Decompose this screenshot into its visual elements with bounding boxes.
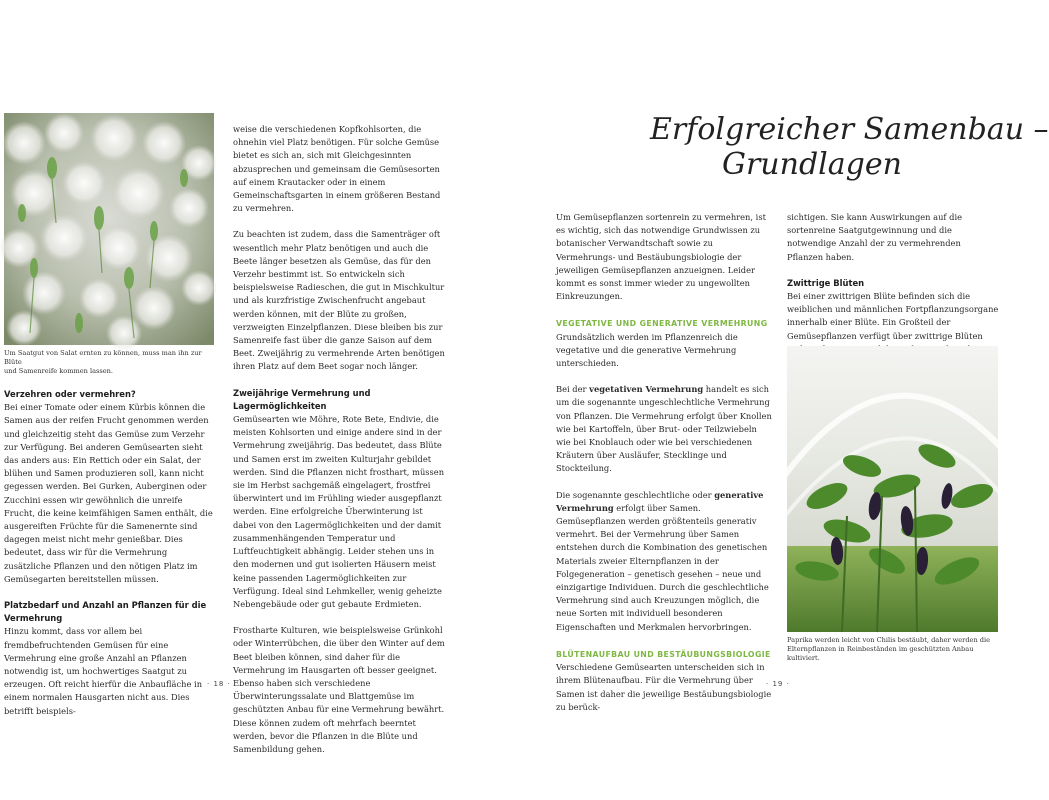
vegetativ-rest: handelt es sich um die sogenannte ungeschlechtliche Vermehrung von Pflanzen. Die Vermehrung erfolgt über Knollen wie bei Kartoffeln, über Brut- oder Teilzwiebeln wie bei Knoblauch oder wie bei verschiedenen Kräutern über Ausläufer, Stecklinge und Stockteilung. <box>556 384 772 474</box>
generativ-prefix: Die sogenannte geschlechtliche oder <box>556 489 715 500</box>
vegetativ-prefix: Bei der <box>556 384 590 395</box>
paragraph-vegetativ <box>556 383 772 475</box>
left-column-2 <box>233 123 447 769</box>
paragraph-generativ <box>556 489 772 634</box>
heading-zwittrige-blueten: Zwittrige Blüten <box>787 277 865 288</box>
heading-platzbedarf: Platzbedarf und Anzahl an Pflanzen für die Vermehrung <box>4 600 207 624</box>
paragraph-platzbedarf: Hinzu kommt, dass vor allem bei fremdbefruchtenden Gemüsen für eine Vermehrung eine große Anzahl an Pflanzen notwendig ist, um hochwertiges Saatgut zu erzeugen. Oft reicht hierfür die Anbaufläche in einem normalen Hausgarten nicht aus. Dies betrifft beispiels- <box>4 626 203 716</box>
page-title <box>650 112 1049 182</box>
page-number-right: · 19 · <box>766 680 790 688</box>
heading-vegetative-generative: VEGETATIVE UND GENERATIVE VERMEHRUNG <box>556 319 768 329</box>
heading-zweijaehrig: Zweijährige Vermehrung und Lagermöglichkeiten <box>233 387 371 411</box>
photo1-caption: Um Saatgut von Salat ernten zu können, muss man ihn zur Blüte und Samenreife kommen lassen. <box>4 349 202 375</box>
paprika-greenhouse-photo <box>787 346 998 632</box>
photo2-caption: Paprika werden leicht von Chilis bestäubt, daher werden die Elternpflanzen in Reinbeständen im geschützten Anbau kultiviert. <box>787 636 991 662</box>
right-column-1 <box>556 211 772 727</box>
lettuce-seedhead-photo <box>4 113 214 345</box>
generativ-term: generative Vermehrung <box>556 489 764 513</box>
paragraph-verzehren: Bei einer Tomate oder einem Kürbis können die Samen aus der reifen Frucht genommen werden und gleichzeitig steht das Gemüse zum Verzehr zur Verfügung. Bei anderen Gemüsearten sieht das anders aus: Ein Rettich oder ein Salat, der blühen und Samen produzieren soll, kann nicht gegessen werden. Bei Gurken, Auberginen oder Zucchini essen wir gewöhnlich die unreife Frucht, die keine keimfähigen Samen enthält, die ausgereiften Früchte für die Samenernte sind dagegen meist nicht mehr genießbar. Dies bedeutet, dass wir für die Vermehrung zusätzliche Pflanzen und den nötigen Platz im Gemüsegarten bereitstellen müssen. <box>4 402 213 584</box>
left-column-1 <box>4 388 216 731</box>
title-line-2: Grundlagen <box>722 147 902 182</box>
paragraph-kopfkohl: weise die verschiedenen Kopfkohlsorten, die ohnehin viel Platz benötigen. Für solche Gemüse bietet es sich an, sich mit Gleichgesinnten abzusprechen und gemeinsam die Gemüsesorten auf einem Krautacker oder in einem Gemeinschaftsgarten in einem größeren Bestand zu vermehren. <box>233 124 441 214</box>
generativ-rest: erfolgt über Samen. Gemüsepflanzen werden größtenteils generativ vermehrt. Bei der Vermehrung über Samen entstehen durch die Kombination des genetischen Materials zweier Elternpflanzen in der Folgegeneration – genetisch gesehen – neue und einzigartige Individuen. Durch die geschlechtliche Vermehrung sind auch Kreuzungen möglich, die neue Sorten mit individuell besonderen Eigenschaften und Merkmalen hervorbringen. <box>556 502 769 632</box>
paragraph-zwittrige-blueten: Bei einer zwittrigen Blüte befinden sich die weiblichen und männlichen Fortpflanzungsorgane innerhalb einer Blüte. Ein Großteil der Gemüsepflanzen verfügt über zwittrige Blüten <box>787 291 999 341</box>
page-number-left: · 18 · <box>207 680 231 688</box>
paragraph-grundsaetzlich: Grundsätzlich werden im Pflanzenreich die vegetative und die generative Vermehrung unterschieden. <box>556 331 738 369</box>
paragraph-samentraeger: Zu beachten ist zudem, dass die Samenträger oft wesentlich mehr Platz benötigen und auch die Beete länger besetzen als Gemüse, das für den Verzehr bestimmt ist. So entwickeln sich beispielsweise Radieschen, die gut in Mischkultur und als kurzfristige Zwischenfrucht angebaut werden können, mit der Blüte zu großen, verzweigten Einzelpflanzen. Diese bleiben bis zur Samenreife fast über die ganze Saison auf dem Beet. Zweijährig zu vermehrende Arten benötigen ihren Platz auf dem Beet sogar noch länger. <box>233 229 445 372</box>
paragraph-zweijaehrig: Gemüsearten wie Möhre, Rote Bete, Endivie, die meisten Kohlsorten und einige andere sind in der Vermehrung zweijährig. Das bedeutet, dass Blüte und Samen erst im zweiten Kulturjahr gebildet werden. Sind die Pflanzen nicht frosthart, müssen sie im Herbst sachgemäß eingelagert, frostfrei überwintert und im Frühling wieder ausgepflanzt werden. Eine erfolgreiche Überwinterung ist dabei von den Lagermöglichkeiten und der damit zusammenhängenden Temperatur und Luftfeuchtigkeit abhängig. Leider stehen uns in den modernen und gut isolierten Häusern meist keine passenden Lagermöglichkeiten zur Verfügung. Ideal sind Lehmkeller, wenig geheizte Nebengebäude oder gut gebaute Erdmieten. <box>233 414 445 609</box>
paragraph-saatgutgewinnung: sichtigen. Sie kann Auswirkungen auf die sortenreine Saatgutgewinnung und die notwendige Anzahl der zu vermehrenden Pflanzen haben. <box>787 212 963 262</box>
heading-verzehren: Verzehren oder vermehren? <box>4 389 136 399</box>
paragraph-frostharte: Frostharte Kulturen, wie beispielsweise Grünkohl oder Winterrübchen, die über den Winter auf dem Beet bleiben können, sind daher für die Vermehrung im Hausgarten oft besser geeignet. Ebenso haben sich verschiedene Überwinterungssalate und Blattgemüse im geschützten Anbau für eine Vermehrung bewährt. Diese können zudem oft mehrfach beerntet werden, bevor die Pflanzen in die Blüte und Samenbildung gehen. <box>233 625 445 754</box>
paragraph-bluetenaufbau: Verschiedene Gemüsearten unterscheiden sich in ihrem Blütenaufbau. Für die Vermehrung über Samen ist daher die jeweilige Bestäubungsbiologie zu berück- <box>556 662 772 712</box>
paragraph-intro: Um Gemüsepflanzen sortenrein zu vermehren, ist es wichtig, sich das notwendige Grundwissen zu botanischer Verwandtschaft sowie zu Vermehrungs- und Bestäubungsbiologie der jeweiligen Gemüsepflanzen anzueignen. Leider kommt es sonst immer wieder zu ungewollten Einkreuzungen. <box>556 212 766 302</box>
heading-bluetenaufbau: BLÜTENAUFBAU UND BESTÄUBUNGSBIOLOGIE <box>556 649 771 659</box>
title-line-1: Erfolgreicher Samenbau – <box>650 112 1049 147</box>
vegetativ-term: vegetativen Vermehrung <box>589 384 704 395</box>
